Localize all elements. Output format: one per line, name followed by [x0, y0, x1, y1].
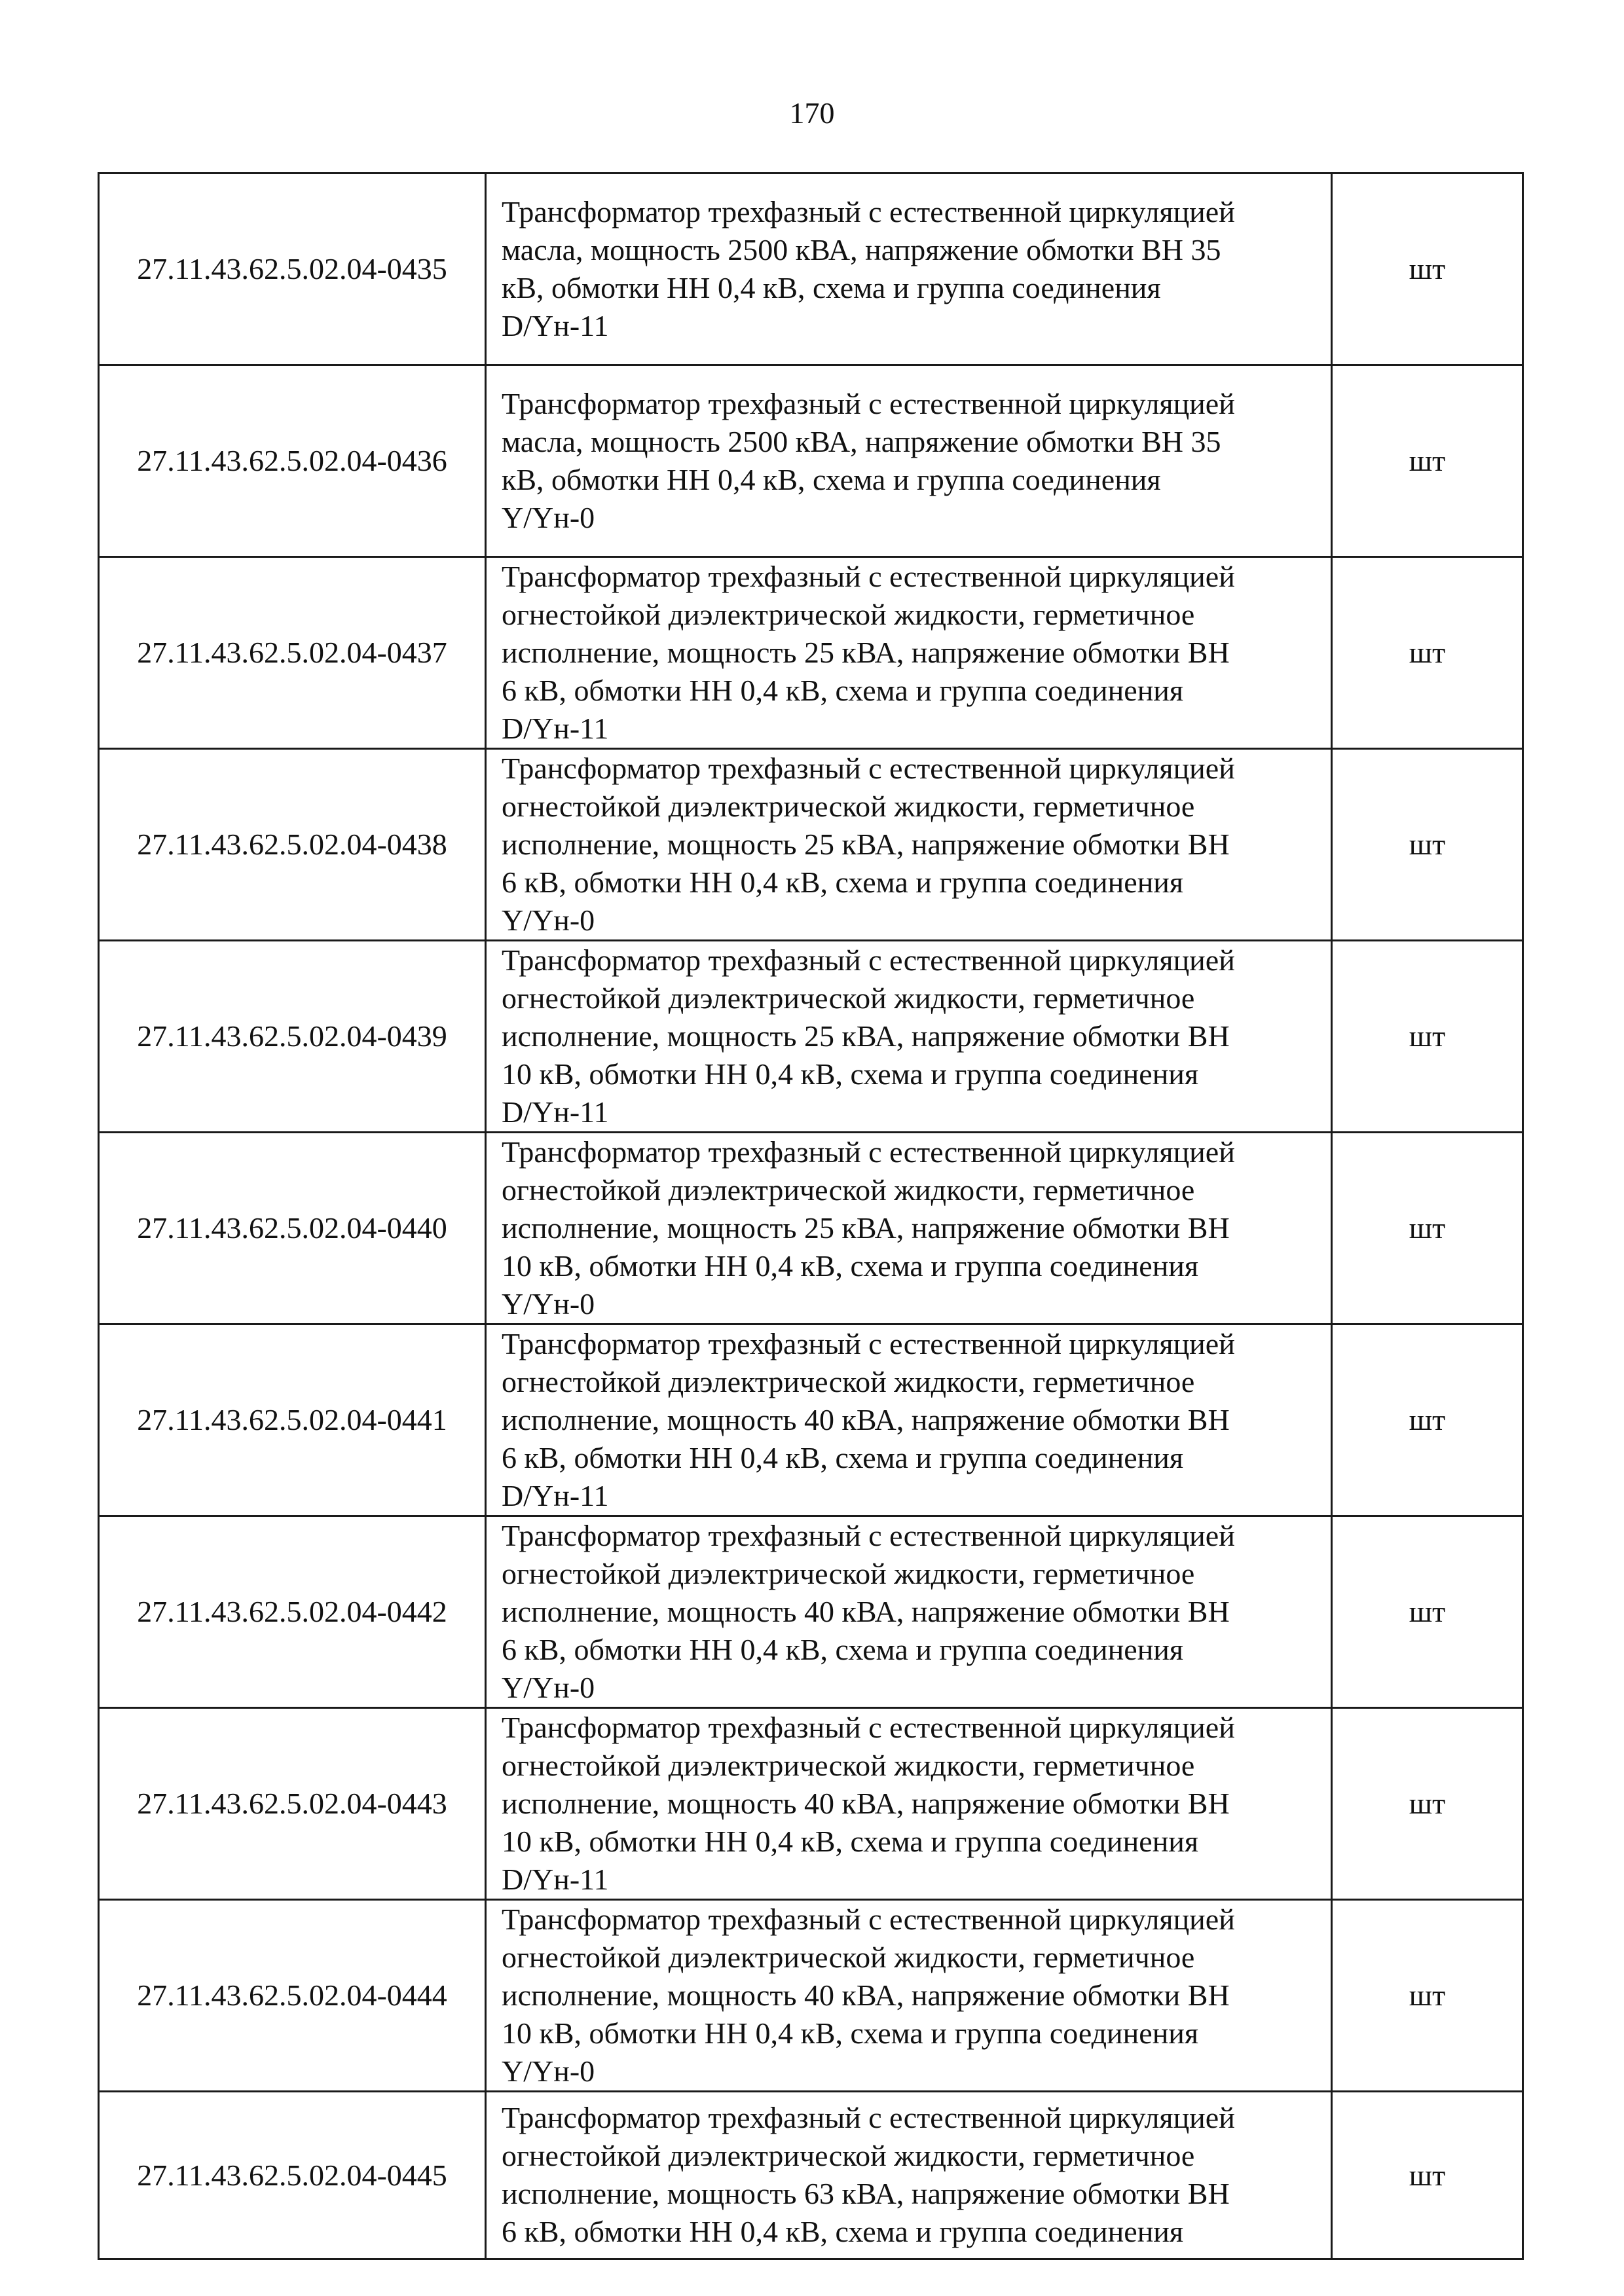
table-row — [99, 1900, 1523, 2092]
description-text: Трансформатор трехфазный с естественной циркуляцией огнестойкой диэлектрической жидкости, герметичное исполнение, мощность 40 кВА, напряжение обмотки ВН 6 кВ, обмотки НН 0,4 кВ, схема и группа соединения Y/Yн-0 — [502, 1519, 1235, 1704]
description-cell — [486, 1133, 1332, 1324]
description-text: Трансформатор трехфазный с естественной циркуляцией огнестойкой диэлектрической жидкости, герметичное исполнение, мощность 40 кВА, напряжение обмотки ВН 10 кВ, обмотки НН 0,4 кВ, схема и группа соединения D/Yн-11 — [502, 1711, 1235, 1896]
description-text: Трансформатор трехфазный с естественной циркуляцией огнестойкой диэлектрической жидкости, герметичное исполнение, мощность 25 кВА, напряжение обмотки ВН 6 кВ, обмотки НН 0,4 кВ, схема и группа соединения Y/Yн-0 — [502, 752, 1235, 937]
unit-cell: шт — [1332, 2092, 1523, 2259]
table-row — [99, 1708, 1523, 1900]
table-row — [99, 749, 1523, 941]
table-row — [99, 173, 1523, 365]
unit-cell: шт — [1332, 173, 1523, 365]
unit-cell: шт — [1332, 749, 1523, 941]
code-cell: 27.11.43.62.5.02.04-0439 — [99, 941, 486, 1133]
description-cell — [486, 749, 1332, 941]
description-cell — [486, 1708, 1332, 1900]
description-cell — [486, 1516, 1332, 1708]
unit-cell: шт — [1332, 1133, 1523, 1324]
spec-table — [98, 172, 1524, 2260]
unit-cell: шт — [1332, 557, 1523, 749]
code-cell: 27.11.43.62.5.02.04-0435 — [99, 173, 486, 365]
description-cell — [486, 1900, 1332, 2092]
code-cell: 27.11.43.62.5.02.04-0438 — [99, 749, 486, 941]
code-cell: 27.11.43.62.5.02.04-0442 — [99, 1516, 486, 1708]
description-text: Трансформатор трехфазный с естественной циркуляцией масла, мощность 2500 кВА, напряжение обмотки ВН 35 кВ, обмотки НН 0,4 кВ, схема и группа соединения D/Yн-11 — [502, 195, 1235, 342]
description-text: Трансформатор трехфазный с естественной циркуляцией масла, мощность 2500 кВА, напряжение обмотки ВН 35 кВ, обмотки НН 0,4 кВ, схема и группа соединения Y/Yн-0 — [502, 387, 1235, 534]
description-text: Трансформатор трехфазный с естественной циркуляцией огнестойкой диэлектрической жидкости, герметичное исполнение, мощность 40 кВА, напряжение обмотки ВН 6 кВ, обмотки НН 0,4 кВ, схема и группа соединения D/Yн-11 — [502, 1327, 1235, 1512]
description-cell — [486, 173, 1332, 365]
description-cell — [486, 1324, 1332, 1516]
unit-cell: шт — [1332, 941, 1523, 1133]
description-text: Трансформатор трехфазный с естественной циркуляцией огнестойкой диэлектрической жидкости, герметичное исполнение, мощность 25 кВА, напряжение обмотки ВН 10 кВ, обмотки НН 0,4 кВ, схема и группа соединения D/Yн-11 — [502, 943, 1235, 1129]
description-text: Трансформатор трехфазный с естественной циркуляцией огнестойкой диэлектрической жидкости, герметичное исполнение, мощность 25 кВА, напряжение обмотки ВН 10 кВ, обмотки НН 0,4 кВ, схема и группа соединения Y/Yн-0 — [502, 1135, 1235, 1321]
table-row — [99, 2092, 1523, 2259]
code-cell: 27.11.43.62.5.02.04-0436 — [99, 365, 486, 557]
unit-cell: шт — [1332, 1324, 1523, 1516]
description-text: Трансформатор трехфазный с естественной циркуляцией огнестойкой диэлектрической жидкости, герметичное исполнение, мощность 25 кВА, напряжение обмотки ВН 6 кВ, обмотки НН 0,4 кВ, схема и группа соединения D/Yн-11 — [502, 560, 1235, 745]
table-row — [99, 1133, 1523, 1324]
page-number: 170 — [789, 96, 835, 130]
table-row — [99, 557, 1523, 749]
code-cell: 27.11.43.62.5.02.04-0441 — [99, 1324, 486, 1516]
code-cell: 27.11.43.62.5.02.04-0443 — [99, 1708, 486, 1900]
description-text: Трансформатор трехфазный с естественной циркуляцией огнестойкой диэлектрической жидкости, герметичное исполнение, мощность 63 кВА, напряжение обмотки ВН 6 кВ, обмотки НН 0,4 кВ, схема и группа соединения — [502, 2101, 1235, 2248]
description-cell — [486, 365, 1332, 557]
code-cell: 27.11.43.62.5.02.04-0440 — [99, 1133, 486, 1324]
table-row — [99, 365, 1523, 557]
table-row — [99, 1516, 1523, 1708]
code-cell: 27.11.43.62.5.02.04-0445 — [99, 2092, 486, 2259]
unit-cell: шт — [1332, 1900, 1523, 2092]
unit-cell: шт — [1332, 365, 1523, 557]
unit-cell: шт — [1332, 1708, 1523, 1900]
description-cell — [486, 2092, 1332, 2259]
table-row — [99, 941, 1523, 1133]
description-cell — [486, 557, 1332, 749]
code-cell: 27.11.43.62.5.02.04-0437 — [99, 557, 486, 749]
unit-cell: шт — [1332, 1516, 1523, 1708]
code-cell: 27.11.43.62.5.02.04-0444 — [99, 1900, 486, 2092]
description-cell — [486, 941, 1332, 1133]
table-row — [99, 1324, 1523, 1516]
description-text: Трансформатор трехфазный с естественной циркуляцией огнестойкой диэлектрической жидкости, герметичное исполнение, мощность 40 кВА, напряжение обмотки ВН 10 кВ, обмотки НН 0,4 кВ, схема и группа соединения Y/Yн-0 — [502, 1903, 1235, 2088]
